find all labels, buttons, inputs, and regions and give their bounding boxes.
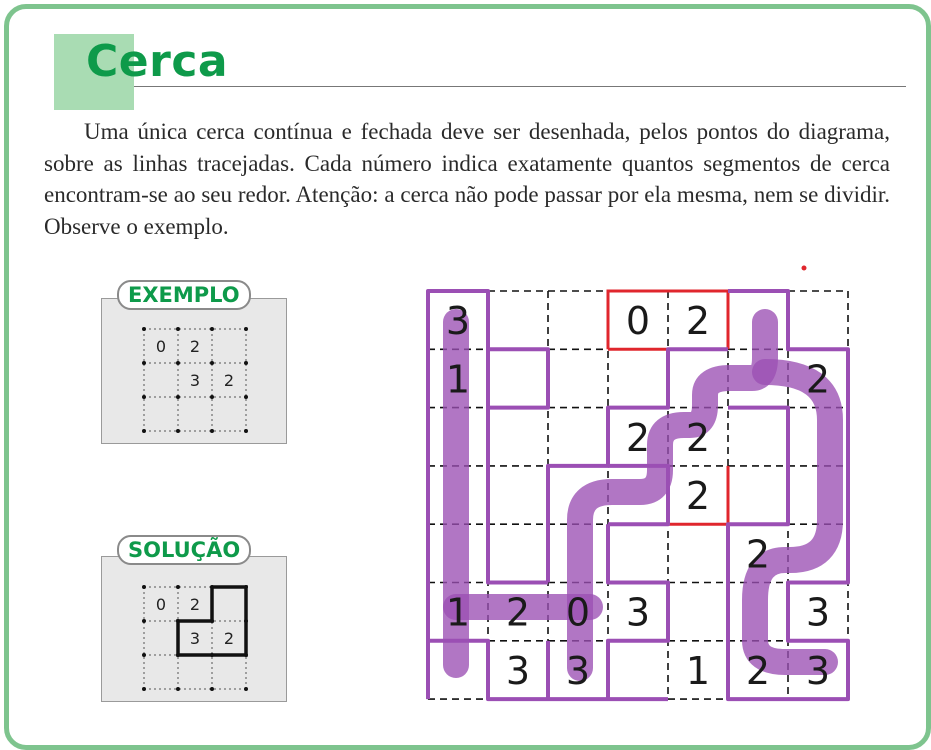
puzzle-clue: 2 [685,415,711,460]
example-clue: 2 [189,337,201,356]
puzzle-clue: 2 [745,532,771,577]
example-clue: 0 [155,337,167,356]
puzzle-clue: 2 [505,590,531,635]
solution-clue: 0 [155,595,167,614]
puzzle-clue: 0 [565,590,591,635]
puzzle-clue: 2 [685,474,711,519]
solution-clue: 3 [189,629,201,648]
solution-clue: 2 [223,629,235,648]
puzzle-clue: 3 [805,590,831,635]
red-dot-mark [802,266,807,271]
puzzle-clue: 2 [685,299,711,344]
instructions-text: Uma única cerca contínua e fechada deve ser desenhada, pelos pontos do diagrama, sobre as linhas tracejadas. Cada número indica exatamente quantos segmentos de cerca encontram-se ao seu redor. Atenção: a cerca não pode passar por ela mesma, nem se dividir. Observe o exemplo. [44,119,890,239]
puzzle-clue: 0 [625,299,651,344]
puzzle-clue: 3 [505,648,531,693]
solution-clue: 2 [189,595,201,614]
puzzle-clue: 1 [685,648,711,693]
example-clue: 2 [223,371,235,390]
puzzle-clue: 2 [745,648,771,693]
puzzle-clue: 3 [805,648,831,693]
puzzle-clue: 2 [625,415,651,460]
example-label: EXEMPLO [117,280,251,310]
purple-outline-stroke [488,349,548,407]
puzzle-clue: 3 [565,648,591,693]
puzzle-clue: 3 [445,299,471,344]
page-title: Cerca [86,36,229,87]
puzzle-clue: 1 [445,357,471,402]
puzzle-clue: 1 [445,590,471,635]
example-clue: 3 [189,371,201,390]
puzzle-clue: 3 [625,590,651,635]
solution-label: SOLUÇÃO [117,535,251,565]
puzzle-clue: 2 [805,357,831,402]
